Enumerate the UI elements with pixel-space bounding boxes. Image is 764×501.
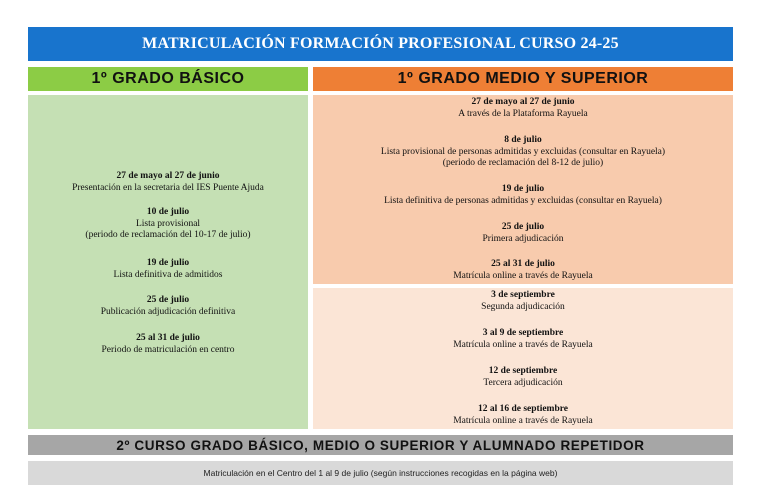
schedule-entry [28, 333, 308, 356]
entry-line: (periodo de reclamación del 10-17 de julio) [85, 230, 251, 240]
panel-grado-basico [28, 95, 308, 429]
schedule-entry [313, 366, 733, 389]
entry-line: Publicación adjudicación definitiva [100, 306, 236, 317]
header-grado-medio-superior: 1º GRADO MEDIO Y SUPERIOR [313, 67, 733, 91]
entry-date: 25 de julio [146, 295, 190, 305]
entry-line: Lista definitiva de admitidos [113, 269, 223, 280]
entry-line: Matrícula online a través de Rayuela [453, 415, 593, 426]
schedule-entry [28, 207, 308, 242]
schedule-entry [313, 184, 733, 207]
schedule-entry [313, 290, 733, 313]
schedule-entry [28, 295, 308, 318]
entry-date: 25 al 31 de julio [136, 333, 200, 343]
entry-line: (periodo de reclamación del 8-12 de julio) [442, 158, 604, 168]
entry-line: Matrícula online a través de Rayuela [453, 270, 593, 281]
entry-line: Lista provisional de personas admitidas y excluidas (consultar en Rayuela) [380, 146, 666, 157]
schedule-entry [313, 135, 733, 170]
entry-line: A través de la Plataforma Rayuela [458, 108, 588, 119]
entry-date: 25 al 31 de julio [491, 259, 555, 269]
entry-line: Matrícula online a través de Rayuela [453, 339, 593, 350]
schedule-entry [313, 222, 733, 245]
entry-line: Tercera adjudicación [483, 377, 563, 388]
entry-date: 12 al 16 de septiembre [477, 404, 569, 414]
entry-date: 25 de julio [501, 222, 545, 232]
entry-date: 10 de julio [146, 207, 190, 217]
header-grado-basico: 1º GRADO BÁSICO [28, 67, 308, 91]
panel-grado-medio-superior-primera-fase [313, 95, 733, 284]
entry-line: Primera adjudicación [482, 233, 564, 244]
panel-grado-medio-superior-segunda-fase [313, 288, 733, 429]
entry-line: Segunda adjudicación [481, 301, 565, 312]
entry-date: 27 de mayo al 27 de junio [471, 97, 575, 107]
entry-date: 12 de septiembre [488, 366, 558, 376]
header-segundo-curso: 2º CURSO GRADO BÁSICO, MEDIO O SUPERIOR Y ALUMNADO REPETIDOR [28, 435, 733, 455]
schedule-entry [28, 171, 308, 194]
entry-line: Periodo de matriculación en centro [101, 344, 235, 355]
schedule-entry [313, 259, 733, 282]
page-title: MATRICULACIÓN FORMACIÓN PROFESIONAL CURSO 24-25 [28, 27, 733, 61]
entry-line: Lista definitiva de personas admitidas y excluidas (consultar en Rayuela) [384, 195, 662, 206]
schedule-entry [28, 258, 308, 281]
entry-line: Lista provisional [135, 218, 201, 229]
entry-date: 3 de septiembre [491, 290, 555, 300]
schedule-entry [313, 97, 733, 120]
entry-date: 3 al 9 de septiembre [482, 328, 564, 338]
entry-date: 19 de julio [146, 258, 190, 268]
schedule-entry [313, 404, 733, 427]
enrollment-note: Matriculación en el Centro del 1 al 9 de julio (según instrucciones recogidas en la página web) [28, 461, 733, 485]
entry-line: Presentación en la secretaria del IES Puente Ajuda [72, 182, 264, 193]
schedule-entry [313, 328, 733, 351]
entry-date: 19 de julio [501, 184, 545, 194]
entry-date: 27 de mayo al 27 de junio [116, 171, 220, 181]
entry-date: 8 de julio [504, 135, 542, 145]
